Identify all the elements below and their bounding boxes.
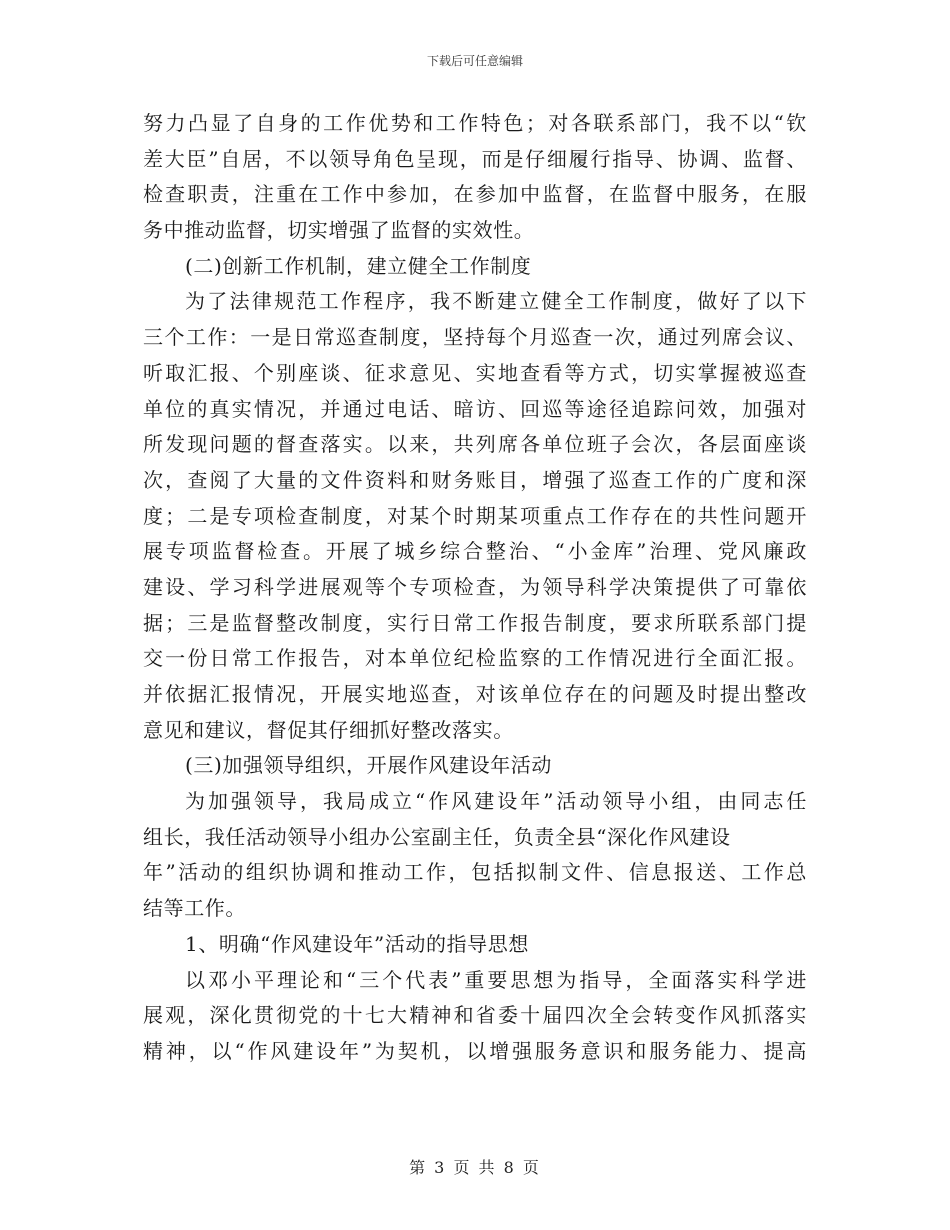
body-line: 组长，我任活动领导小组办公室副主任，负责全县“深化作风建设 <box>143 824 731 849</box>
body-line: 检查职责，注重在工作中参加，在参加中监督，在监督中服务，在服 <box>143 182 807 207</box>
body-line: 为了法律规范工作程序，我不断建立健全工作制度，做好了以下 <box>185 289 807 314</box>
section-heading: (三)加强领导组织，开展作风建设年活动 <box>185 753 553 778</box>
body-line: 单位的真实情况，并通过电话、暗访、回巡等途径追踪问效，加强对 <box>143 396 807 421</box>
body-line: 次，查阅了大量的文件资料和财务账目，增强了巡查工作的广度和深 <box>143 467 807 492</box>
body-line: 差大臣”自居，不以领导角色呈现，而是仔细履行指导、协调、监督、 <box>143 146 807 171</box>
body-line: 精神，以“作风建设年”为契机，以增强服务意识和服务能力、提高 <box>143 1038 807 1063</box>
body-line: 三个工作：一是日常巡查制度，坚持每个月巡查一次，通过列席会议、 <box>143 325 807 350</box>
body-line: 努力凸显了自身的工作优势和工作特色；对各联系部门，我不以“钦 <box>143 111 807 135</box>
body-line: 以邓小平理论和“三个代表”重要思想为指导，全面落实科学进 <box>185 967 807 992</box>
body-line: 听取汇报、个别座谈、征求意见、实地查看等方式，切实掌握被巡查 <box>143 360 807 385</box>
body-line: 年”活动的组织协调和推动工作，包括拟制文件、信息报送、工作总 <box>143 860 807 885</box>
body-line: 意见和建议，督促其仔细抓好整改落实。 <box>143 717 514 742</box>
body-line: 建设、学习科学进展观等个专项检查，为领导科学决策提供了可靠依 <box>143 574 807 599</box>
body-line: 为加强领导，我局成立“作风建设年”活动领导小组，由同志任 <box>185 789 807 814</box>
body-line: 展专项监督检查。开展了城乡综合整治、“小金库”治理、党风廉政 <box>143 539 807 564</box>
page-header: 下载后可任意编辑 <box>426 54 523 68</box>
section-heading: 1、明确“作风建设年”活动的指导思想 <box>185 931 529 956</box>
body-line: 度；二是专项检查制度，对某个时期某项重点工作存在的共性问题开 <box>143 503 807 528</box>
body-line: 并依据汇报情况，开展实地巡查，对该单位存在的问题及时提出整改 <box>143 682 807 706</box>
body-line: 务中推动监督，切实增强了监督的实效性。 <box>143 218 535 243</box>
body-line: 所发现问题的督查落实。以来，共列席各单位班子会次，各层面座谈 <box>143 432 807 457</box>
body-line: 展观，深化贯彻党的十七大精神和省委十届四次全会转变作风抓落实 <box>143 1003 807 1028</box>
page-footer: 第 3 页 共 8 页 <box>409 1158 541 1177</box>
body-line: 据；三是监督整改制度，实行日常工作报告制度，要求所联系部门提 <box>143 610 807 635</box>
section-heading: (二)创新工作机制，建立健全工作制度 <box>185 253 532 278</box>
body-line: 交一份日常工作报告，对本单位纪检监察的工作情况进行全面汇报。 <box>143 646 807 671</box>
body-line: 结等工作。 <box>143 896 246 921</box>
document-body <box>143 106 807 1070</box>
